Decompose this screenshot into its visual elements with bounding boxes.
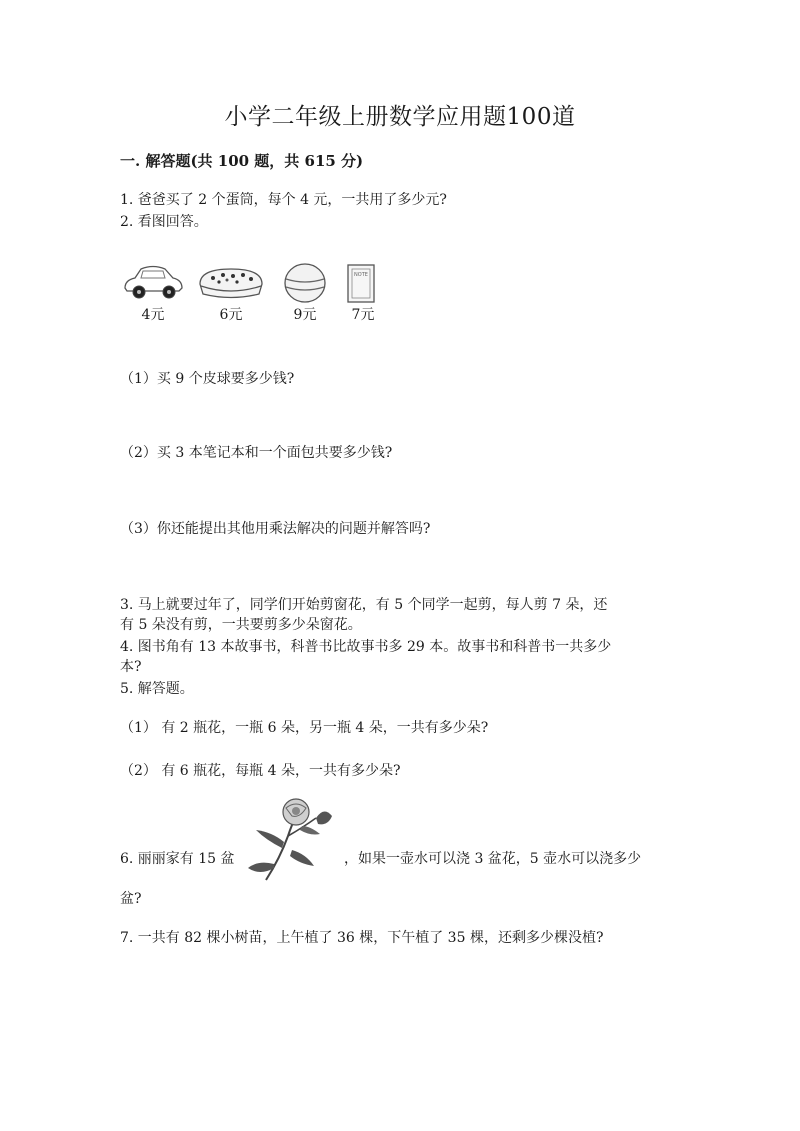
- ball-icon: [283, 263, 327, 303]
- question-4-line-1: 4. 图书角有 13 本故事书，科普书比故事书多 29 本。故事书和科普书一共多少: [120, 639, 612, 655]
- price-ball: 9元: [293, 307, 317, 323]
- question-5-sub-2: （2） 有 6 瓶花，每瓶 4 朵，一共有多少朵?: [120, 763, 401, 779]
- question-3-line-1: 3. 马上就要过年了，同学们开始剪窗花，有 5 个同学一起剪，每人剪 7 朵，还: [120, 597, 608, 613]
- question-6-line-2: 盆?: [120, 891, 142, 907]
- question-3-line-2: 有 5 朵没有剪，一共要剪多少朵窗花。: [120, 617, 362, 633]
- question-6-after: ，如果一壶水可以浇 3 盆花，5 壶水可以浇多少: [344, 851, 642, 867]
- question-5-sub-1: （1） 有 2 瓶花，一瓶 6 朵，另一瓶 4 朵，一共有多少朵?: [120, 720, 489, 736]
- price-notebook: 7元: [351, 307, 375, 323]
- flower-icon: [244, 796, 338, 884]
- question-2: 2. 看图回答。: [120, 214, 208, 230]
- question-2-sub-2: （2）买 3 本笔记本和一个面包共要多少钱?: [120, 445, 393, 461]
- question-1: 1. 爸爸买了 2 个蛋筒，每个 4 元，一共用了多少元?: [120, 192, 447, 208]
- notebook-icon: [346, 264, 376, 304]
- section-heading: 一. 解答题(共 100 题，共 615 分): [120, 152, 364, 170]
- question-2-sub-1: （1）买 9 个皮球要多少钱?: [120, 371, 295, 387]
- question-7: 7. 一共有 82 棵小树苗，上午植了 36 棵，下午植了 35 棵，还剩多少棵没植?: [120, 930, 604, 946]
- question-5: 5. 解答题。: [120, 681, 194, 697]
- question-6-before: 6. 丽丽家有 15 盆: [120, 851, 235, 867]
- cake-icon: [197, 266, 265, 302]
- notebook-label: NOTE: [354, 272, 368, 278]
- question-2-sub-3: （3）你还能提出其他用乘法解决的问题并解答吗?: [120, 521, 431, 537]
- toy-car-icon: [121, 264, 185, 302]
- price-car: 4元: [141, 307, 165, 323]
- page-title: 小学二年级上册数学应用题100道: [224, 104, 576, 130]
- question-4-line-2: 本?: [120, 659, 142, 675]
- price-cake: 6元: [219, 307, 243, 323]
